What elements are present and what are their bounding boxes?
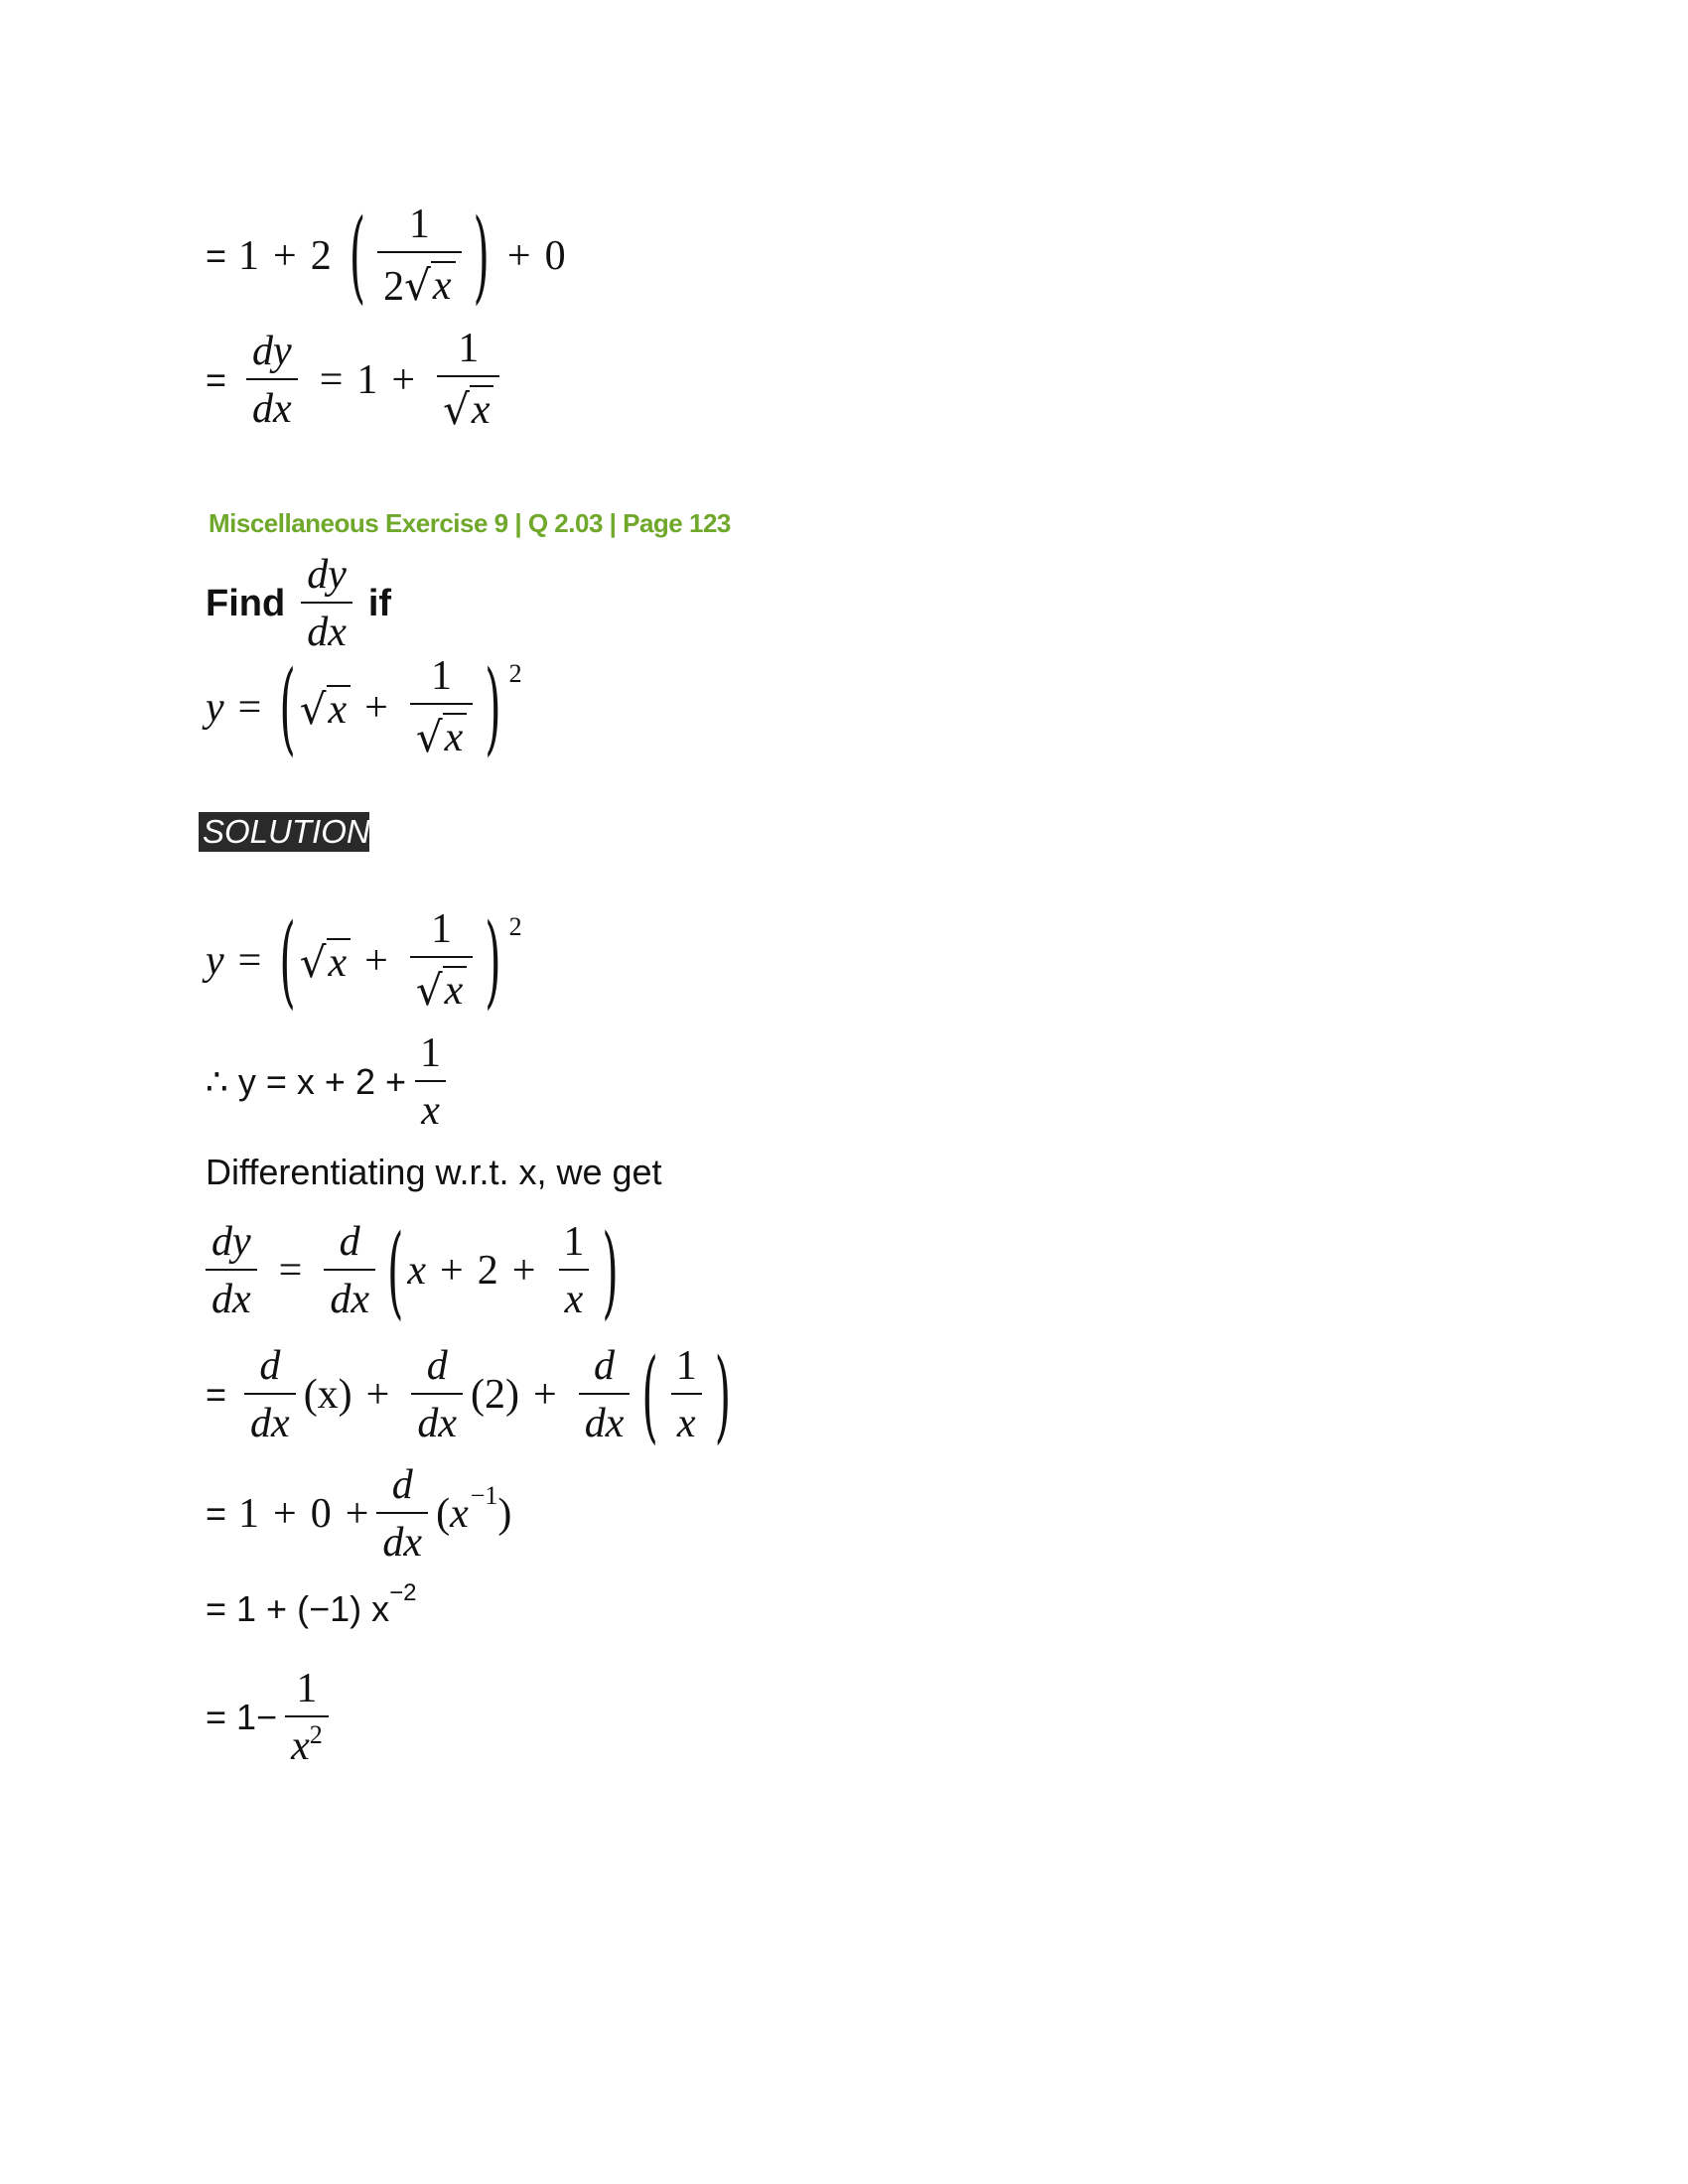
fraction [410,655,473,759]
numerator: 1 [675,1343,697,1389]
term: 1 [238,232,260,279]
right-paren: ) [602,1212,619,1329]
equals-sign: = [206,234,227,276]
operator: = [319,356,344,403]
operator: + [365,1372,390,1418]
term: 2 [477,1248,498,1294]
term: 1 [238,1491,260,1537]
radicand: x [327,685,352,731]
numerator: 1 [408,202,430,247]
fraction [377,204,461,308]
derivative-fraction [206,1221,257,1320]
denominator [377,251,461,308]
numerator: d [391,1462,413,1508]
derivative-operator: $\frac{d}{dx}$ [411,1345,463,1444]
solution-equation-7 [206,1668,337,1767]
operator: + [511,1248,536,1294]
denominator: √ x [410,956,473,1013]
term: (2) [471,1372,519,1418]
derivative-operator [244,1345,296,1444]
solution-equation-6 [206,1579,417,1630]
numerator: dy [252,328,292,374]
right-paren: ) [473,197,490,315]
operator: + [533,1372,557,1418]
equals-sign: = [206,1493,227,1534]
denominator: x [671,1393,702,1444]
numerator: 1 [431,653,453,699]
term: x [407,1248,427,1294]
derivative-operator [324,1221,375,1320]
square-root: √ x [300,685,351,731]
exponent: −1 [470,1481,498,1510]
left-paren: ( [641,1336,658,1453]
fraction [285,1668,329,1767]
left-paren: ( [349,197,366,315]
operator: + [364,684,388,731]
coefficient: 2 [383,264,405,310]
operator: + [345,1491,369,1537]
fraction [410,908,473,1013]
left-paren: ( [279,648,296,766]
expression-text: = 1 + (−1) x [206,1588,390,1629]
differentiation-note: Differentiating w.r.t. x, we get [206,1152,662,1192]
derivative-fraction [301,554,352,653]
numerator: 1 [458,326,480,371]
numerator: d [259,1343,281,1389]
derivative-operator: $\frac{d}{dx}$ [579,1345,631,1444]
solution-equation-1 [206,901,522,1020]
radicand: x [327,938,352,984]
left-paren: ( [387,1212,404,1329]
denominator: dx [301,602,352,653]
fraction [437,328,499,432]
base: x [450,1491,469,1537]
denominator: dx [246,378,298,430]
numerator: dy [307,552,347,598]
numerator: d [339,1219,360,1265]
derivative-operator [376,1464,428,1564]
right-paren: ) [714,1336,732,1453]
operator: + [440,1248,464,1294]
denominator: dx [324,1269,375,1320]
fraction [670,1345,703,1444]
radicand: x [431,261,456,307]
numerator: 1 [563,1219,585,1265]
right-paren: ) [485,648,501,766]
left-paren: ( [279,901,296,1020]
denominator: dx [206,1269,257,1320]
numerator: dy [211,1219,251,1265]
right-paren: ) [485,901,501,1020]
question-prompt [206,554,391,653]
denominator: dx [376,1512,428,1564]
operator: = [237,684,262,731]
equals-sign: = [206,358,227,400]
square-root: √ x [443,385,493,431]
denominator: dx [244,1393,296,1444]
equation-line-1 [206,197,566,315]
operator: + [506,232,531,279]
denominator: x [415,1080,446,1132]
equals-sign: = [206,1374,227,1415]
radicand: x [470,385,494,431]
find-label: Find [206,582,286,624]
expression-text: = 1− [206,1697,278,1737]
variable-y: y [206,684,224,731]
exponent: −2 [389,1579,417,1606]
operator: + [273,232,297,279]
square-root: √ x [300,938,351,984]
denominator: $x^2$ [285,1715,329,1767]
solution-label: SOLUTION [199,812,369,852]
derivative-fraction [246,328,298,432]
solution-equation-2 [206,1032,455,1132]
term: 0 [544,232,566,279]
question-equation [206,648,522,766]
solution-equation-3 [206,1212,623,1329]
numerator: 1 [431,906,453,952]
square-root: √ x [404,261,455,307]
operator: + [391,356,416,403]
fraction [414,1032,447,1132]
variable-y: y [206,937,224,984]
operator: + [273,1491,297,1537]
question-reference-heading[interactable]: Miscellaneous Exercise 9 | Q 2.03 | Page 123 [209,508,731,538]
solution-equation-4 [206,1336,735,1453]
operator: = [278,1248,303,1294]
denominator [437,375,499,432]
expression-text: ∴ y = x + 2 + [206,1061,407,1102]
exponent: 2 [309,1720,323,1749]
exponent: 2 [508,658,522,688]
denominator: √ x [410,703,473,759]
term: 2 [310,232,332,279]
operator: = [237,937,262,984]
numerator: 1 [296,1666,318,1711]
denominator: x [559,1269,590,1320]
operator: + [364,937,388,984]
fraction [557,1221,590,1320]
numerator: 1 [420,1030,442,1076]
equation-line-2 [206,328,507,432]
if-label: if [367,582,392,624]
solution-equation-5: = 1 + 0 + $\frac{d}{dx}$ ( x −1 ) [206,1462,512,1566]
term: 1 [356,356,378,403]
term: 0 [310,1491,332,1537]
exponent: 2 [508,911,522,941]
term: (x) [303,1372,352,1418]
